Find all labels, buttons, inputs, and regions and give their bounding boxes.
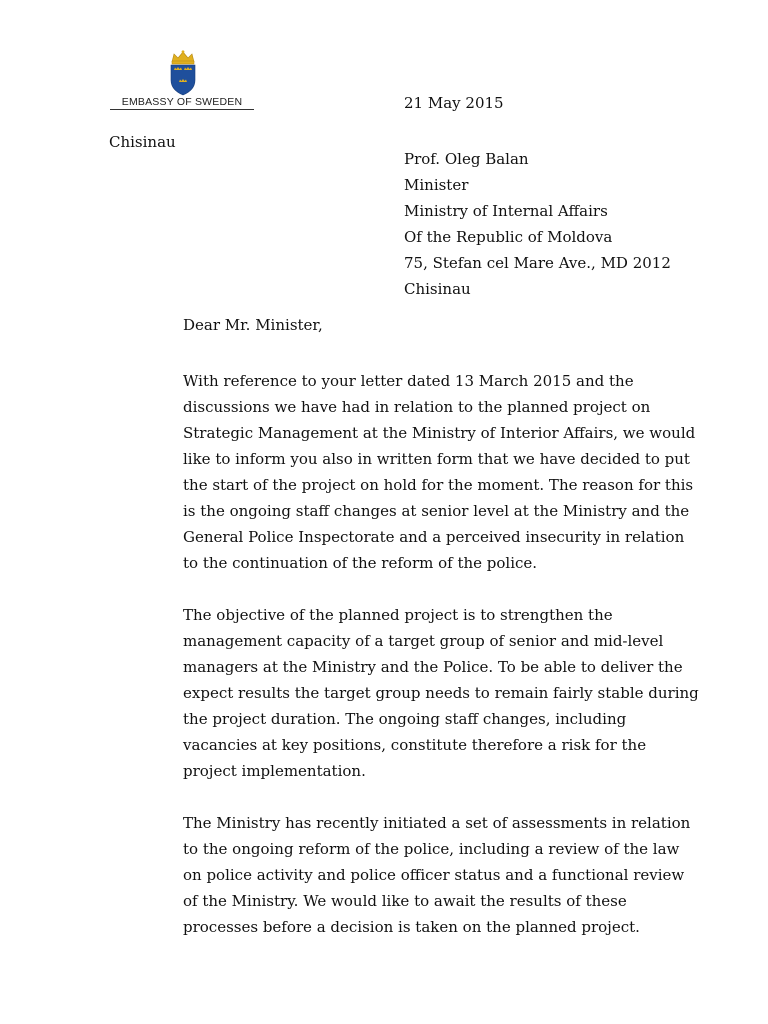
text-line: With reference to your letter dated 13 March 2015 and the <box>183 372 634 390</box>
sender-city: Chisinau <box>109 133 176 151</box>
recipient-line: Chisinau <box>404 280 471 298</box>
paragraph <box>183 602 703 784</box>
recipient-line: 75, Stefan cel Mare Ave., MD 2012 <box>404 254 671 272</box>
text-line: is the ongoing staff changes at senior level at the Ministry and the <box>183 502 690 520</box>
text-line: project implementation. <box>183 762 366 780</box>
recipient-address <box>404 146 671 302</box>
text-line: The objective of the planned project is to strengthen the <box>183 606 613 624</box>
embassy-name: EMBASSY OF SWEDEN <box>121 96 243 108</box>
salutation: Dear Mr. Minister, <box>183 316 323 334</box>
recipient-line: Of the Republic of Moldova <box>404 228 613 246</box>
text-line: like to inform you also in written form that we have decided to put <box>183 450 690 468</box>
logo-divider <box>110 109 254 110</box>
letter-date: 21 May 2015 <box>404 94 504 112</box>
recipient-line: Prof. Oleg Balan <box>404 150 529 168</box>
text-line: on police activity and police officer status and a functional review <box>183 866 685 884</box>
recipient-line: Minister <box>404 176 469 194</box>
text-line: The Ministry has recently initiated a set of assessments in relation <box>183 814 691 832</box>
paragraph <box>183 368 703 576</box>
recipient-line: Ministry of Internal Affairs <box>404 202 608 220</box>
text-line: the project duration. The ongoing staff changes, including <box>183 710 627 728</box>
text-line: General Police Inspectorate and a perceived insecurity in relation <box>183 528 685 546</box>
letter-body <box>183 368 703 966</box>
text-line: management capacity of a target group of senior and mid-level <box>183 632 664 650</box>
text-line: to the continuation of the reform of the police. <box>183 554 538 572</box>
text-line: of the Ministry. We would like to await the results of these <box>183 892 627 910</box>
text-line: processes before a decision is taken on the planned project. <box>183 918 640 936</box>
text-line: expect results the target group needs to remain fairly stable during <box>183 684 699 702</box>
swedish-coat-of-arms-icon <box>165 50 201 96</box>
embassy-logo <box>108 50 256 114</box>
text-line: the start of the project on hold for the moment. The reason for this <box>183 476 694 494</box>
paragraph <box>183 810 703 940</box>
text-line: discussions we have had in relation to the planned project on <box>183 398 651 416</box>
text-line: Strategic Management at the Ministry of Interior Affairs, we would <box>183 424 696 442</box>
text-line: managers at the Ministry and the Police. To be able to deliver the <box>183 658 683 676</box>
text-line: to the ongoing reform of the police, including a review of the law <box>183 840 680 858</box>
text-line: vacancies at key positions, constitute therefore a risk for the <box>183 736 647 754</box>
